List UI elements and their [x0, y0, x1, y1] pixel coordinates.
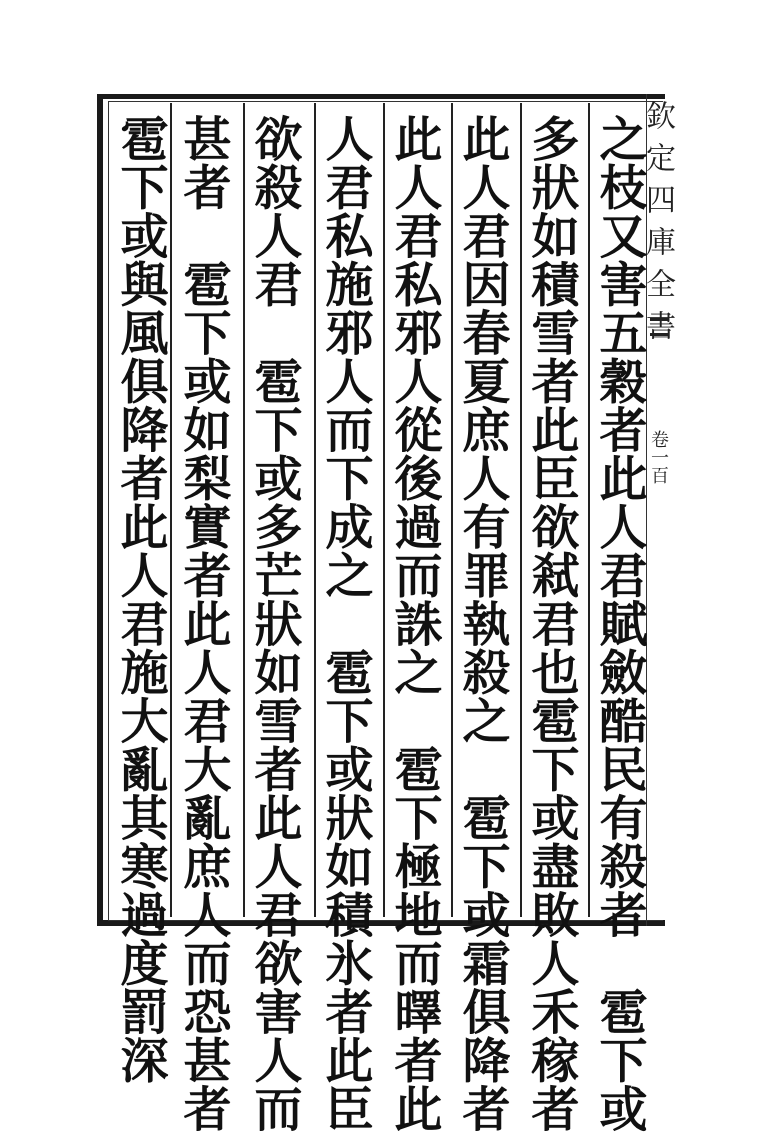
margin-volume-label: 卷一百 [648, 430, 669, 484]
column-rule [520, 103, 522, 917]
text-column-2: 多狀如積雪者此臣欲弒君也雹下或盡敗人禾稼者 [523, 114, 579, 1133]
text-column-7: 甚者 雹下或如梨實者此人君大亂庶人而恐甚者 [175, 114, 231, 1133]
text-column-1: 之枝又害五穀者此人君賦斂酷民有殺者 雹下或 [591, 114, 647, 1133]
column-rule [243, 103, 245, 917]
text-column-4: 此人君私邪人從後過而誅之 雹下極地而曎者此 [386, 114, 442, 1133]
text-column-6: 欲殺人君 雹下或多芒狀如雪者此人君欲害人而 [246, 114, 302, 1133]
column-rule [314, 103, 316, 917]
column-rule [170, 103, 172, 917]
column-rule [451, 103, 453, 917]
text-column-8: 雹下或與風俱降者此人君施大亂其寒過度罰深 [112, 114, 168, 1084]
margin-header-text: 欽定四庫全書 [640, 100, 675, 352]
text-column-3: 此人君因春夏庶人有罪執殺之 雹下或霜俱降者 [454, 114, 510, 1133]
column-rule [588, 103, 590, 917]
text-column-5: 人君私施邪人而下成之 雹下或狀如積氷者此臣 [317, 114, 373, 1133]
fishtail-mark [650, 318, 668, 336]
column-rule [383, 103, 385, 917]
